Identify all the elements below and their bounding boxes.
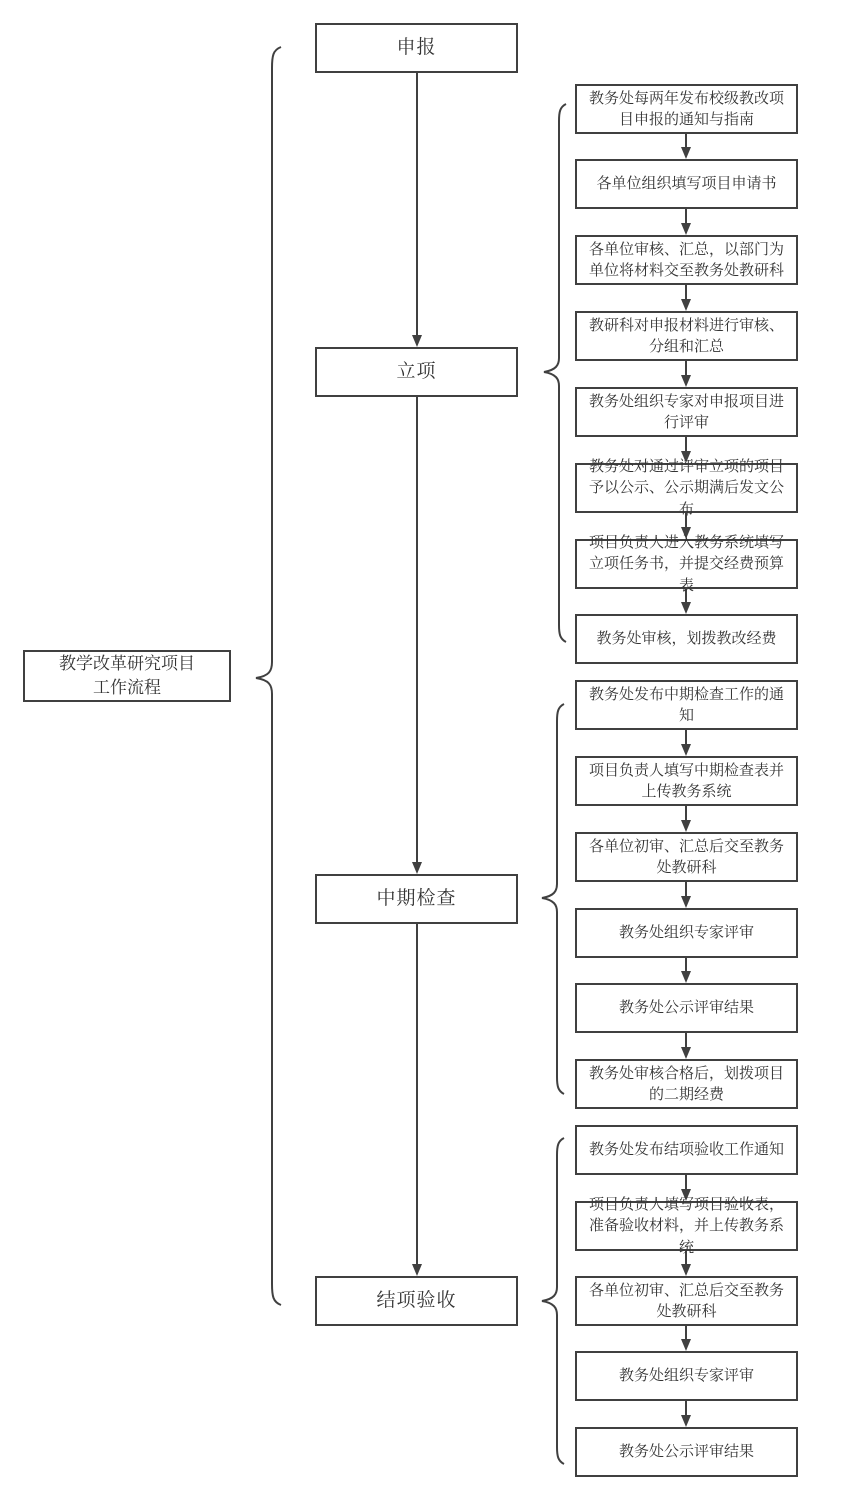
step-box [575,1059,798,1109]
step-box [575,680,798,730]
step-box [575,983,798,1033]
step-label: 教务处组织专家评审 [618,924,754,942]
step-label: 各单位组织填写项目申请书 [596,175,777,193]
step-label: 各单位审核、汇总，以部门为单位将材料交至教务处教研科 [588,240,784,279]
step-box [575,1427,798,1477]
root-label [59,652,195,700]
step-label: 教务处对通过评审立项的项目予以公示、公示期满后发文公布 [588,458,784,518]
step-label: 教务处审核合格后，划拨项目的二期经费 [588,1064,784,1103]
step-box [575,1351,798,1401]
step-label: 教务处公示评审结果 [618,1443,754,1461]
step-box [575,311,798,361]
stage-label: 结项验收 [376,1289,457,1311]
step-label: 各单位初审、汇总后交至教务处教研科 [588,837,784,876]
step-box [575,458,798,518]
stage-box-application [315,23,518,73]
brace-approval-group [544,104,566,642]
step-label: 教务处组织专家对申报项目进行评审 [588,392,784,431]
root-label-line2: 工作流程 [93,678,161,697]
step-label: 项目负责人填写项目验收表，准备验收材料，并上传教务系统 [588,1196,784,1256]
root-box [23,650,231,702]
step-label: 教研科对申报材料进行审核、分组和汇总 [588,316,784,355]
step-box [575,832,798,882]
step-box [575,159,798,209]
step-label: 教务处公示评审结果 [618,999,754,1017]
step-box [575,387,798,437]
stage-label: 申报 [396,36,437,58]
step-box [575,235,798,285]
step-label: 项目负责人进入教务系统填写立项任务书，并提交经费预算表 [588,534,784,594]
step-box [575,908,798,958]
step-box [575,1125,798,1175]
stage-box-approval [315,347,518,397]
step-label: 教务处组织专家评审 [618,1367,754,1385]
step-box [575,614,798,664]
step-label: 项目负责人填写中期检查表并上传教务系统 [588,761,784,800]
stage-box-midterm-check [315,874,518,924]
step-box [575,756,798,806]
step-label: 教务处发布中期检查工作的通知 [588,685,784,724]
step-label: 教务处发布结项验收工作通知 [588,1141,784,1159]
step-box [575,1276,798,1326]
stage-box-final-acceptance [315,1276,518,1326]
step-box [575,534,798,594]
step-label: 各单位初审、汇总后交至教务处教研科 [588,1281,784,1320]
brace-midterm-group [542,704,564,1094]
step-box [575,1196,798,1256]
brace-acceptance-group [542,1138,564,1464]
root-label-line1: 教学改革研究项目 [59,653,195,673]
stage-label: 立项 [396,360,437,382]
step-label: 教务处审核，划拨教改经费 [596,630,777,648]
step-label: 教务处每两年发布校级教改项目申报的通知与指南 [588,89,784,128]
brace-root-to-stages [256,47,281,1305]
step-box [575,84,798,134]
stage-label: 中期检查 [376,887,457,909]
